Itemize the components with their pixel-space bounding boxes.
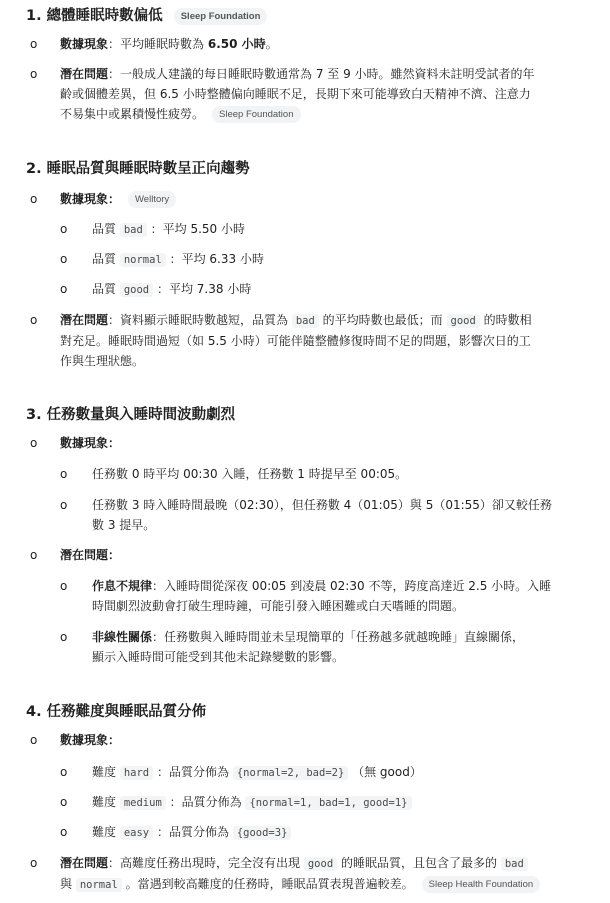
sub-bullet: o xyxy=(60,795,68,809)
bullet: o xyxy=(30,67,38,81)
s2-quality-item: 品質 normal ：平均 6.33 小時 xyxy=(92,252,264,266)
bullet: o xyxy=(30,192,38,206)
s2-quality-item: 品質 good ：平均 7.38 小時 xyxy=(92,282,252,296)
s4-difficulty-item: 難度 hard ：品質分佈為 {normal=2, bad=2} （無 good） xyxy=(92,765,422,779)
section-3-title: 3. 任務數量與入睡時間波動劇烈 xyxy=(26,407,236,423)
section-1-title: 1. 總體睡眠時數偏低 Sleep Foundation xyxy=(26,6,267,26)
s4-potential-issue: 潛在問題：高難度任務出現時，完全沒有出現 good 的睡眠品質，且包含了最多的 bad 與 normal 。當遇到較高難度的任務時，睡眠品質表現普遍較差。 Sleep Health Foundation xyxy=(60,853,600,895)
source-chip[interactable]: Sleep Foundation xyxy=(212,106,300,123)
sub-bullet: o xyxy=(60,630,68,644)
s2-quality-item: 品質 bad ：平均 5.50 小時 xyxy=(92,222,245,236)
s1-potential-issue: 潛在問題：一般成人建議的每日睡眠時數通常為 7 至 9 小時。雖然資料未註明受試者的年 齡或個體差異，但 6.5 小時整體偏向睡眠不足，長期下來可能導致白天精神不濟、注意力 不易集中或累積慢性疲勞。 Sleep Foundation xyxy=(60,67,535,121)
section-4-title: 4. 任務難度與睡眠品質分佈 xyxy=(26,704,207,720)
s3-task-item: 任務數 3 時入睡時間最晚（02:30），但任務數 4（01:05）與 5（01:55）卻又較任務 數 3 提早。 xyxy=(92,498,552,532)
bullet: o xyxy=(30,313,38,327)
source-chip[interactable]: Welltory xyxy=(128,191,176,208)
sub-bullet: o xyxy=(60,579,68,593)
bullet: o xyxy=(30,856,38,870)
sub-bullet: o xyxy=(60,498,68,512)
s4-data-phenomenon: 數據現象： xyxy=(60,733,121,747)
s2-potential-issue: 潛在問題：資料顯示睡眠時數越短，品質為 bad 的平均時數也最低；而 good 的時數相 對充足。睡眠時間過短（如 5.5 小時）可能伴隨整體修復時間不足的問題，影響次日的工 作與生理狀態。 xyxy=(60,313,532,368)
section-2-title: 2. 睡眠品質與睡眠時數呈正向趨勢 xyxy=(26,161,250,177)
bullet: o xyxy=(30,37,38,51)
s3-nonlinear-relation: 非線性關係：任務數與入睡時間並未呈現簡單的「任務越多就越晚睡」直線關係， 顯示入睡時間可能受到其他未記錄變數的影響。 xyxy=(92,630,525,664)
s3-irregular-schedule: 作息不規律：入睡時間從深夜 00:05 到凌晨 02:30 不等，跨度高達近 2.5 小時。入睡 時間劇烈波動會打破生理時鐘，可能引發入睡困難或白天嗜睡的問題。 xyxy=(92,579,552,613)
source-chip[interactable]: Sleep Health Foundation xyxy=(422,876,541,893)
sub-bullet: o xyxy=(60,282,68,296)
bullet: o xyxy=(30,548,38,562)
s3-data-phenomenon: 數據現象： xyxy=(60,436,121,450)
s4-difficulty-item: 難度 easy ：品質分佈為 {good=3} xyxy=(92,822,291,843)
bullet: o xyxy=(30,733,38,747)
s4-difficulty-item: 難度 medium ：品質分佈為 {normal=1, bad=1, good=1} xyxy=(92,792,412,813)
source-chip[interactable]: Sleep Foundation xyxy=(174,8,268,25)
s3-potential-issue: 潛在問題： xyxy=(60,548,121,562)
s1-data-phenomenon: 數據現象：平均睡眠時數為 6.50 小時。 xyxy=(60,37,278,51)
s2-data-phenomenon: 數據現象： Welltory xyxy=(60,189,176,209)
s3-task-item: 任務數 0 時平均 00:30 入睡，任務數 1 時提早至 00:05。 xyxy=(92,467,408,481)
sub-bullet: o xyxy=(60,467,68,481)
sub-bullet: o xyxy=(60,222,68,236)
sub-bullet: o xyxy=(60,825,68,839)
sub-bullet: o xyxy=(60,252,68,266)
bullet: o xyxy=(30,436,38,450)
sub-bullet: o xyxy=(60,765,68,779)
